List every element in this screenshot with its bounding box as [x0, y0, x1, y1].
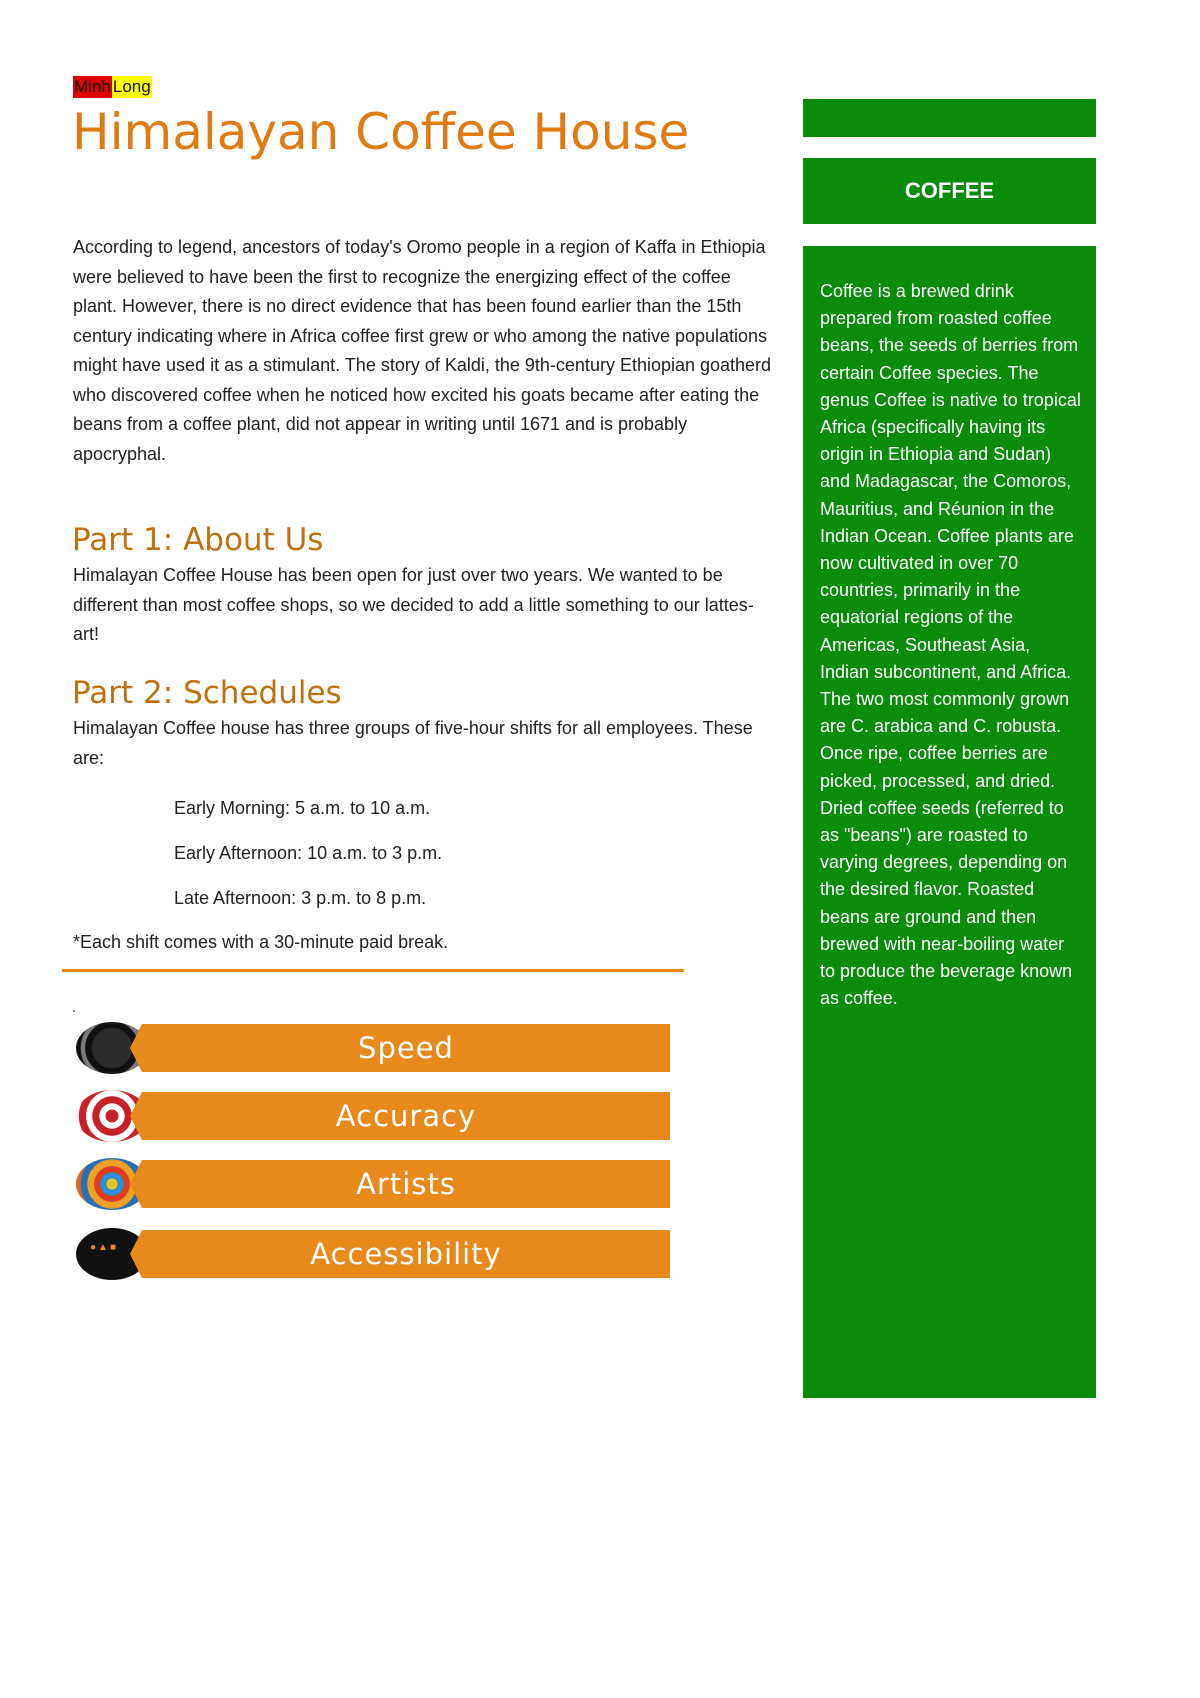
shift-early-morning: Early Morning: 5 a.m. to 10 a.m.	[174, 798, 431, 818]
feature-artists	[76, 1158, 670, 1210]
document-title: Himalayan Coffee House	[72, 103, 690, 161]
author-first-name: Minh	[74, 77, 111, 96]
feature-label: Accuracy	[142, 1092, 670, 1140]
feature-label: Accessibility	[142, 1230, 670, 1278]
feature-speed	[76, 1022, 670, 1074]
feature-accuracy	[76, 1090, 670, 1142]
shift-late-afternoon: Late Afternoon: 3 p.m. to 8 p.m.	[174, 888, 427, 908]
section-divider	[62, 969, 684, 972]
intro-paragraph: According to legend, ancestors of today's Oromo people in a region of Kaffa in Ethiopia were believed to have been the first to recognize the energizing effect of the coffee plant. However, there is no direct evidence that has been found earlier than the 15th century indicating where in Africa coffee first grew or who among the native populations might have used it as a stimulant. The story of Kaldi, the 9th-century Ethiopian goatherd who discovered coffee when he noticed how excited his goats became after eating the beans from a coffee plant, did not appear in writing until 1671 and is probably apocryphal.	[73, 237, 772, 464]
about-paragraph: Himalayan Coffee House has been open for just over two years. We wanted to be different than most coffee shops, so we decided to add a little something to our lattes-art!	[73, 565, 754, 644]
about-heading: Part 1: About Us	[72, 522, 324, 558]
schedules-heading: Part 2: Schedules	[72, 675, 342, 711]
feature-label: Speed	[142, 1024, 670, 1072]
shift-early-afternoon: Early Afternoon: 10 a.m. to 3 p.m.	[174, 843, 443, 863]
author-last-name: Long	[112, 77, 151, 96]
sidebar-text: Coffee is a brewed drink prepared from roasted coffee beans, the seeds of berries from certain Coffee species. The genus Coffee is native to tropical Africa (specifically having its origin in Ethiopia and Sudan) and Madagascar, the Comoros, Mauritius, and Réunion in the Indian Ocean. Coffee plants are now cultivated in over 70 countries, primarily in the equatorial regions of the Americas, Southeast Asia, Indian subcontinent, and Africa. The two most commonly grown are C. arabica and C. robusta. Once ripe, coffee berries are picked, processed, and dried. Dried coffee seeds (referred to as "beans") are roasted to varying degrees, depending on the desired flavor. Roasted beans are ground and then brewed with near-boiling water to produce the beverage known as coffee.	[820, 281, 1081, 1009]
sidebar-panel	[803, 246, 1096, 1398]
schedules-paragraph: Himalayan Coffee house has three groups of five-hour shifts for all employees. These are:	[73, 718, 753, 768]
feature-accessibility	[76, 1228, 670, 1280]
sidebar-top-bar	[803, 99, 1096, 137]
break-note: *Each shift comes with a 30-minute paid break.	[73, 932, 449, 952]
feature-label: Artists	[142, 1160, 670, 1208]
stray-mark	[73, 1010, 75, 1012]
author-name	[73, 76, 152, 98]
sidebar-heading: COFFEE	[803, 158, 1096, 224]
